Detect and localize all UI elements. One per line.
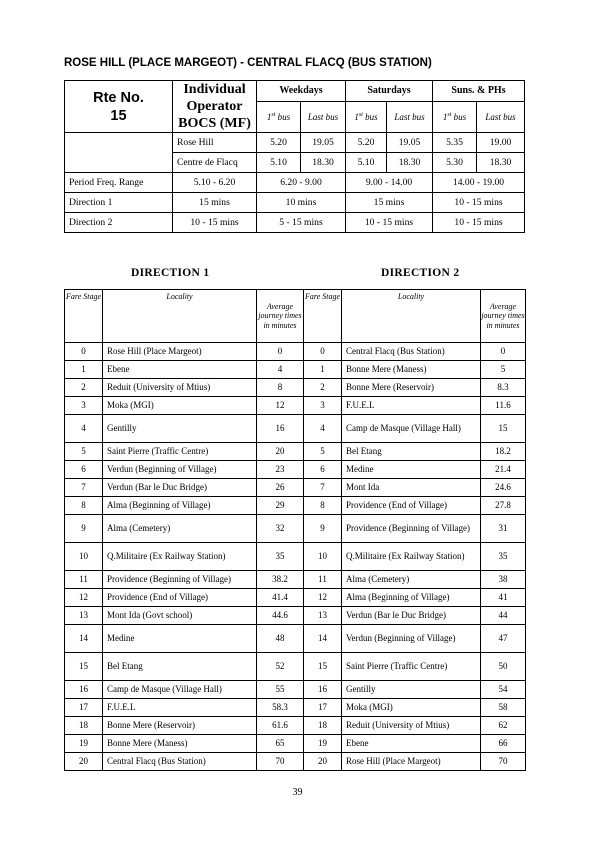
d2-locality: Verdun (Bar le Duc Bridge) <box>342 607 481 625</box>
d2-locality: Rose Hill (Place Margeot) <box>342 753 481 771</box>
d1-fare-stage: 7 <box>65 479 103 497</box>
d1-fare-stage: 10 <box>65 543 103 571</box>
d1-journey-time: 29 <box>257 497 304 515</box>
d1-fare-stage: 6 <box>65 461 103 479</box>
d2-locality: Verdun (Beginning of Village) <box>342 625 481 653</box>
period-row <box>65 213 525 233</box>
d2-fare-stage: 11 <box>304 571 342 589</box>
route-label: Rte No. <box>93 89 144 106</box>
operator-cell <box>173 81 257 133</box>
period-cell: 10 mins <box>257 193 346 213</box>
d1-locality: Mont Ida (Govt school) <box>103 607 257 625</box>
d2-locality: Saint Pierre (Traffic Centre) <box>342 653 481 681</box>
d1-locality-header: Locality <box>103 290 257 343</box>
first-bus-header <box>346 101 387 132</box>
d2-locality: Bonne Mere (Maness) <box>342 361 481 379</box>
table-row <box>65 497 526 515</box>
d2-fare-stage: 17 <box>304 699 342 717</box>
table-row <box>65 571 526 589</box>
table-row <box>65 735 526 753</box>
d1-journey-time: 55 <box>257 681 304 699</box>
d1-locality: Providence (Beginning of Village) <box>103 571 257 589</box>
d1-journey-time: 38.2 <box>257 571 304 589</box>
period-cell: 9.00 - 14.00 <box>346 173 433 193</box>
d2-time-header: Average journey times in minutes <box>481 290 526 343</box>
last-bus-header: Last bus <box>387 101 433 132</box>
d1-journey-time: 52 <box>257 653 304 681</box>
first-bus-header <box>257 101 301 132</box>
d2-locality: Alma (Beginning of Village) <box>342 589 481 607</box>
d2-fare-stage: 14 <box>304 625 342 653</box>
d2-journey-time: 70 <box>481 753 526 771</box>
d2-fare-stage: 15 <box>304 653 342 681</box>
stop-spacer <box>65 153 173 173</box>
d2-locality: Moka (MGI) <box>342 699 481 717</box>
d1-locality: Verdun (Bar le Duc Bridge) <box>103 479 257 497</box>
d2-journey-time: 47 <box>481 625 526 653</box>
bus-time: 19.00 <box>477 133 525 153</box>
bus-time: 18.30 <box>477 153 525 173</box>
period-cell: 15 mins <box>346 193 433 213</box>
last-bus-header: Last bus <box>301 101 346 132</box>
last-bus-header: Last bus <box>477 101 525 132</box>
d1-journey-time: 0 <box>257 343 304 361</box>
d1-locality: Reduit (University of Mtius) <box>103 379 257 397</box>
d2-journey-time: 27.8 <box>481 497 526 515</box>
period-cell: 6.20 - 9.00 <box>257 173 346 193</box>
d1-journey-time: 4 <box>257 361 304 379</box>
d2-locality: Gentilly <box>342 681 481 699</box>
d1-fare-stage: 16 <box>65 681 103 699</box>
route-number-cell <box>65 81 173 133</box>
table-row <box>65 461 526 479</box>
d2-fare-stage: 2 <box>304 379 342 397</box>
d2-journey-time: 38 <box>481 571 526 589</box>
table-row <box>65 415 526 443</box>
d2-locality: Medine <box>342 461 481 479</box>
first-bus-ordinal: st <box>447 111 452 118</box>
fare-stage-table <box>64 289 526 771</box>
d1-journey-time: 20 <box>257 443 304 461</box>
d2-journey-time: 5 <box>481 361 526 379</box>
d1-fare-stage: 0 <box>65 343 103 361</box>
d1-fare-stage: 1 <box>65 361 103 379</box>
bus-time: 18.30 <box>301 153 346 173</box>
d1-journey-time: 61.6 <box>257 717 304 735</box>
d1-journey-time: 70 <box>257 753 304 771</box>
d2-fare-stage: 16 <box>304 681 342 699</box>
d2-fare-stage: 3 <box>304 397 342 415</box>
table-row <box>65 653 526 681</box>
direction-1-heading: DIRECTION 1 <box>131 267 210 279</box>
d1-fare-stage: 19 <box>65 735 103 753</box>
period-cell: 5 - 15 mins <box>257 213 346 233</box>
first-bus-word: bus <box>275 111 291 122</box>
table-row <box>65 753 526 771</box>
d2-journey-time: 11.6 <box>481 397 526 415</box>
table-row <box>65 681 526 699</box>
period-row <box>65 193 525 213</box>
d1-locality: Saint Pierre (Traffic Centre) <box>103 443 257 461</box>
d1-fare-stage: 4 <box>65 415 103 443</box>
d1-journey-time: 44.6 <box>257 607 304 625</box>
table-row <box>65 379 526 397</box>
d2-locality: Reduit (University of Mtius) <box>342 717 481 735</box>
d1-locality: Alma (Cemetery) <box>103 515 257 543</box>
d1-locality: F.U.E.L <box>103 699 257 717</box>
d2-locality: Bel Etang <box>342 443 481 461</box>
table-row <box>65 343 526 361</box>
first-bus-number: 1 <box>354 111 359 122</box>
d1-journey-time: 58.3 <box>257 699 304 717</box>
summary-stops <box>65 133 525 173</box>
d2-journey-time: 58 <box>481 699 526 717</box>
d2-locality: Bonne Mere (Reservoir) <box>342 379 481 397</box>
d1-fare-stage: 15 <box>65 653 103 681</box>
d2-journey-time: 35 <box>481 543 526 571</box>
d1-fare-stage: 20 <box>65 753 103 771</box>
d1-journey-time: 32 <box>257 515 304 543</box>
d1-time-header: Average journey times in minutes <box>257 290 304 343</box>
d2-fare-stage: 13 <box>304 607 342 625</box>
table-row <box>65 515 526 543</box>
direction-2-heading: DIRECTION 2 <box>381 267 460 279</box>
d1-fare-stage: 17 <box>65 699 103 717</box>
d1-locality: Q.Militaire (Ex Railway Station) <box>103 543 257 571</box>
d2-fare-stage: 8 <box>304 497 342 515</box>
d1-journey-time: 23 <box>257 461 304 479</box>
d2-fare-stage: 5 <box>304 443 342 461</box>
d1-locality: Camp de Masque (Village Hall) <box>103 681 257 699</box>
first-bus-number: 1 <box>266 111 272 122</box>
d2-journey-time: 54 <box>481 681 526 699</box>
d1-journey-time: 8 <box>257 379 304 397</box>
d2-journey-time: 8.3 <box>481 379 526 397</box>
d1-locality: Providence (End of Village) <box>103 589 257 607</box>
d1-journey-time: 48 <box>257 625 304 653</box>
d2-journey-time: 24.6 <box>481 479 526 497</box>
d1-journey-time: 41.4 <box>257 589 304 607</box>
stop-row <box>65 153 525 173</box>
d2-fare-stage: 9 <box>304 515 342 543</box>
group-header-weekdays: Weekdays <box>257 81 346 102</box>
d1-locality: Bonne Mere (Reservoir) <box>103 717 257 735</box>
d2-locality: Providence (End of Village) <box>342 497 481 515</box>
page-title: ROSE HILL (PLACE MARGEOT) - CENTRAL FLACQ (BUS STATION) <box>64 57 432 69</box>
stop-name: Centre de Flacq <box>173 153 257 173</box>
d2-journey-time: 50 <box>481 653 526 681</box>
bus-time: 5.20 <box>346 133 387 153</box>
bus-time: 5.30 <box>433 153 477 173</box>
first-bus-number: 1 <box>442 111 448 122</box>
d1-locality: Ebene <box>103 361 257 379</box>
d1-fare-stage: 12 <box>65 589 103 607</box>
bus-time: 19.05 <box>301 133 346 153</box>
d1-fare-stage: 14 <box>65 625 103 653</box>
d2-locality: Alma (Cemetery) <box>342 571 481 589</box>
d2-journey-time: 15 <box>481 415 526 443</box>
d1-journey-time: 26 <box>257 479 304 497</box>
d1-locality: Medine <box>103 625 257 653</box>
period-cell: 5.10 - 6.20 <box>173 173 257 193</box>
d1-journey-time: 16 <box>257 415 304 443</box>
table-row <box>65 443 526 461</box>
d1-locality: Central Flacq (Bus Station) <box>103 753 257 771</box>
d1-locality: Rose Hill (Place Margeot) <box>103 343 257 361</box>
d2-locality: Central Flacq (Bus Station) <box>342 343 481 361</box>
period-label: Direction 2 <box>65 213 173 233</box>
d2-fare-stage: 20 <box>304 753 342 771</box>
d1-fare-stage: 18 <box>65 717 103 735</box>
page-number: 39 <box>292 787 303 798</box>
d2-journey-time: 0 <box>481 343 526 361</box>
d1-locality: Gentilly <box>103 415 257 443</box>
d2-locality: Q.Militaire (Ex Railway Station) <box>342 543 481 571</box>
stop-spacer <box>65 133 173 153</box>
d1-locality: Alma (Beginning of Village) <box>103 497 257 515</box>
operator-name: BOCS (MF) <box>178 116 251 131</box>
d1-fare-stage: 11 <box>65 571 103 589</box>
route-number: 15 <box>110 107 127 124</box>
period-label: Period Freq. Range <box>65 173 173 193</box>
bus-time: 5.10 <box>257 153 301 173</box>
period-row <box>65 173 525 193</box>
bus-time: 5.35 <box>433 133 477 153</box>
table-row <box>65 699 526 717</box>
d1-locality: Moka (MGI) <box>103 397 257 415</box>
table-row <box>65 589 526 607</box>
d2-journey-time: 21.4 <box>481 461 526 479</box>
period-cell: 10 - 15 mins <box>433 193 525 213</box>
table-row <box>65 397 526 415</box>
d2-fare-stage: 10 <box>304 543 342 571</box>
period-cell: 10 - 15 mins <box>346 213 433 233</box>
period-cell: 14.00 - 19.00 <box>433 173 525 193</box>
d1-fare-stage: 5 <box>65 443 103 461</box>
d2-journey-time: 31 <box>481 515 526 543</box>
d2-locality: Camp de Masque (Village Hall) <box>342 415 481 443</box>
fare-stage-rows <box>65 343 526 771</box>
table-row <box>65 543 526 571</box>
group-header-saturdays: Saturdays <box>346 81 433 102</box>
d2-locality: Mont Ida <box>342 479 481 497</box>
bus-time: 18.30 <box>387 153 433 173</box>
d2-locality: F.U.E.L <box>342 397 481 415</box>
table-row <box>65 479 526 497</box>
period-cell: 15 mins <box>173 193 257 213</box>
table-row <box>65 361 526 379</box>
bus-time: 5.10 <box>346 153 387 173</box>
first-bus-ordinal: st <box>271 111 276 118</box>
first-bus-header <box>433 101 477 132</box>
table-row <box>65 607 526 625</box>
d2-fare-stage: 18 <box>304 717 342 735</box>
d1-fare-stage: 13 <box>65 607 103 625</box>
bus-time: 19.05 <box>387 133 433 153</box>
d2-fare-stage: 4 <box>304 415 342 443</box>
d2-journey-time: 18.2 <box>481 443 526 461</box>
period-cell: 10 - 15 mins <box>433 213 525 233</box>
d1-journey-time: 65 <box>257 735 304 753</box>
d1-fare-stage: 8 <box>65 497 103 515</box>
first-bus-word: bus <box>362 111 378 122</box>
d1-fare-stage: 2 <box>65 379 103 397</box>
d1-journey-time: 12 <box>257 397 304 415</box>
d1-fare-stage: 3 <box>65 397 103 415</box>
d1-fare-stage-header: Fare Stage <box>65 290 103 343</box>
table-row <box>65 625 526 653</box>
d1-fare-stage: 9 <box>65 515 103 543</box>
d2-locality: Providence (Beginning of Village) <box>342 515 481 543</box>
operator-label: Individual Operator <box>183 82 246 114</box>
table-row <box>65 717 526 735</box>
d2-fare-stage: 19 <box>304 735 342 753</box>
d2-fare-stage: 12 <box>304 589 342 607</box>
stop-row <box>65 133 525 153</box>
d2-fare-stage-header: Fare Stage <box>304 290 342 343</box>
group-header-sundays: Suns. & PHs <box>433 81 525 102</box>
d2-journey-time: 62 <box>481 717 526 735</box>
d1-locality: Bel Etang <box>103 653 257 681</box>
d2-journey-time: 66 <box>481 735 526 753</box>
period-cell: 10 - 15 mins <box>173 213 257 233</box>
bus-time: 5.20 <box>257 133 301 153</box>
d1-locality: Bonne Mere (Maness) <box>103 735 257 753</box>
summary-periods <box>65 173 525 233</box>
d1-journey-time: 35 <box>257 543 304 571</box>
d2-locality-header: Locality <box>342 290 481 343</box>
timetable-summary <box>64 80 525 233</box>
d2-fare-stage: 0 <box>304 343 342 361</box>
d2-journey-time: 44 <box>481 607 526 625</box>
d1-locality: Verdun (Beginning of Village) <box>103 461 257 479</box>
first-bus-word: bus <box>451 111 467 122</box>
period-label: Direction 1 <box>65 193 173 213</box>
stop-name: Rose Hill <box>173 133 257 153</box>
d2-fare-stage: 6 <box>304 461 342 479</box>
d2-fare-stage: 7 <box>304 479 342 497</box>
first-bus-ordinal: st <box>358 111 363 118</box>
d2-fare-stage: 1 <box>304 361 342 379</box>
d2-journey-time: 41 <box>481 589 526 607</box>
d2-locality: Ebene <box>342 735 481 753</box>
